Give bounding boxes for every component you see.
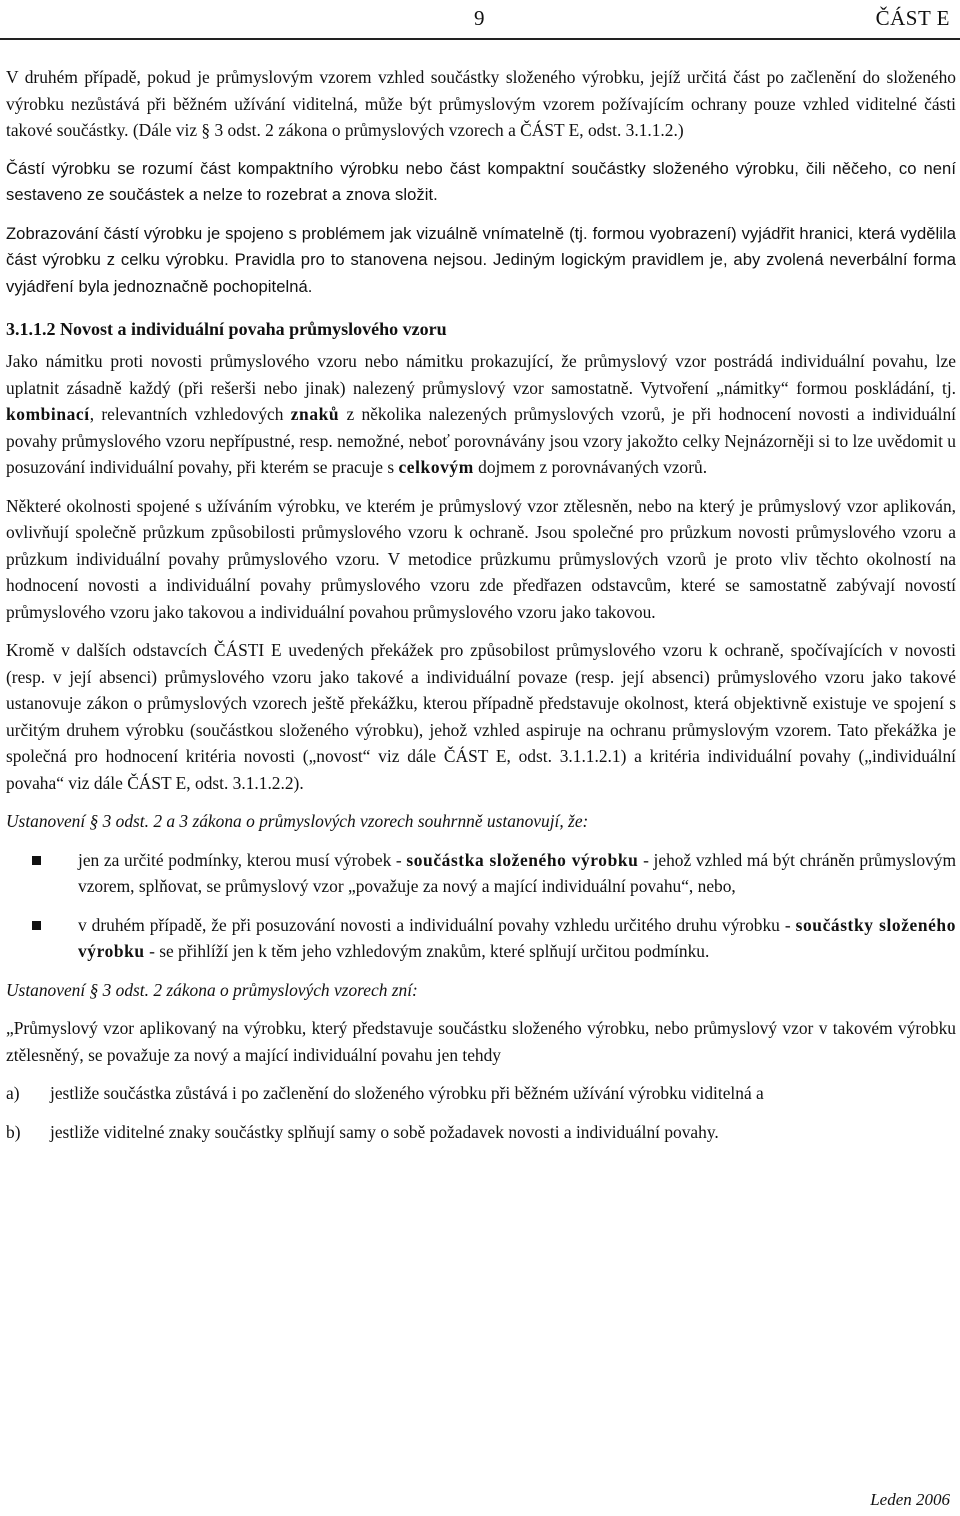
section-heading: 3.1.1.2 Novost a individuální povaha průmyslového vzoru [6, 319, 447, 339]
list-marker-a: a) [6, 1083, 20, 1103]
bullet-item-1-emphasis: součástka složeného výrobku [406, 849, 639, 870]
page-footer-date: Leden 2006 [870, 1490, 950, 1509]
bullet-item-1 [6, 847, 956, 900]
paragraph-3: Zobrazování částí výrobku je spojeno s problémem jak vizuálně vnímatelně (tj. formou vyobrazení) vyjádřit hranici, která vydělila část výrobku z celku výrobku. Pravidla pro to stanovena nejsou. Jediným logickým pravidlem je, aby zvolená neverbální forma vyjádření byla jednoznačně pochopitelná. [6, 223, 956, 296]
emphasis-znaku: znaků [290, 404, 340, 424]
lettered-item-b [6, 1119, 956, 1146]
paragraph-6: Kromě v dalších odstavcích ČÁSTI E uvedených překážek pro způsobilost průmyslového vzoru k ochraně, spočívajících v novosti (resp. v její absenci) průmyslového vzoru jako takové a individuální povaze (resp. její absenci) průmyslového vzoru jako takové ustanovuje zákon o průmyslových vzorech ještě překážku, kterou případně představuje okolnost, která objektivně existuje ve spojení s určitým druhem výrobku (součástkou složeného výrobku), jehož vzhled aspiruje na ochranu průmyslovým vzorem. Tato překážka je společná pro hodnocení kritéria novosti („novost“ viz dále ČÁST E, odst. 3.1.1.2.1) a kritéria individuální povahy („individuální povaha“ viz dále ČÁST E, odst. 3.1.1.2.2). [6, 640, 956, 793]
paragraph-4 [6, 348, 956, 481]
paragraph-8: Ustanovení § 3 odst. 2 zákona o průmyslových vzorech zní: [6, 979, 418, 1000]
lettered-item-a-text: jestliže součástka zůstává i po začlenění do složeného výrobku při běžném užívání výrobku viditelná a [50, 1083, 764, 1103]
bullet-item-1-text-b: - jehož vzhled má být chráněn průmyslovým vzorem, splňovat, se průmyslový vzor „považuje za nový a mající individuální povahu“, nebo, [78, 849, 957, 896]
part-label: ČÁST E [875, 6, 950, 30]
bullet-item-1-text-a: jen za určité podmínky, kterou musí výrobek - [78, 849, 407, 870]
paragraph-2: Částí výrobku se rozumí část kompaktního výrobku nebo část kompaktní součástky složeného výrobku, čili něčeho, co není sestaveno ze součástek a nelze to rozebrat a znova složit. [6, 158, 956, 204]
paragraph-4-text-a: Jako námitku proti novosti průmyslového vzoru nebo námitku prokazující, že průmyslový vzor postrádá individuální povahu, lze uplatnit zásadně každý (při rešerši nebo jinak) nalezený průmyslový vzor samostatně. Vytvoření „námitky“ formou poskládání, tj. [6, 351, 956, 398]
bullet-square-icon [32, 921, 41, 930]
paragraph-9: „Průmyslový vzor aplikovaný na výrobku, který představuje součástku složeného výrobku, nebo průmyslový vzor v takovém výrobku ztělesněný, se považuje za nový a mající individuální povahu jen tehdy [6, 1018, 956, 1065]
paragraph-5: Některé okolnosti spojené s užíváním výrobku, ve kterém je průmyslový vzor ztělesněn, nebo na který je průmyslový vzor aplikován, ovlivňují společně průzkum způsobilosti průmyslového vzoru k ochraně. Jsou společné pro průzkum novosti průmyslového vzoru a průzkum individuální povahy průmyslového vzoru. V metodice průzkumu průmyslových vzorů je proto vliv těchto okolností na hodnocení novosti a individuální povahy průmyslového vzoru zde předřazen odstavcům, které se samostatně zabývají novostí průmyslového vzoru jako takovou a individuální povahou průmyslového vzoru jako takovou. [6, 495, 956, 622]
list-marker-b: b) [6, 1121, 21, 1142]
paragraph-1: V druhém případě, pokud je průmyslovým vzorem vzhled součástky složeného výrobku, jejíž určitá část po začlenění do složeného výrobku nezůstává při běžném užívání viditelná, může být průmyslovým vzorem požívajícím ochrany pouze vzhled viditelné části takové součástky. (Dále viz § 3 odst. 2 zákona o průmyslových vzorech a ČÁST E, odst. 3.1.1.2.) [6, 67, 956, 140]
bullet-square-icon [32, 856, 41, 865]
bullet-item-2-text-b: - se přihlíží jen k těm jeho vzhledovým znakům, které splňují určitou podmínku. [144, 941, 710, 961]
bullet-list [6, 847, 956, 965]
page-header [0, 0, 960, 40]
lettered-item-a [6, 1080, 956, 1107]
paragraph-7: Ustanovení § 3 odst. 2 a 3 zákona o průmyslových vzorech souhrnně ustanovují, že: [6, 811, 589, 831]
bullet-item-2 [6, 912, 956, 965]
header-rule [0, 38, 960, 40]
bullet-item-2-emphasis: součástky složeného výrobku [78, 914, 956, 961]
paragraph-4-text-d: z několika nalezených průmyslových vzorů, je při hodnocení novosti a individuální povahy průmyslového vzoru nepřípustné, resp. nemožné, neboť porovnávány jsou vzory jakožto celky Nejnázorněji si to lze uvědomit u posuzování individuální povahy, při kterém se pracuje s [6, 404, 956, 477]
page-number: 9 [474, 6, 485, 30]
emphasis-kombinaci: kombinací [6, 404, 90, 424]
lettered-item-b-text: jestliže viditelné znaky součástky splňují samy o sobě požadavek novosti a individuální povahy. [50, 1121, 719, 1142]
document-body [6, 64, 956, 1157]
lettered-list [6, 1080, 956, 1145]
emphasis-celkovym: celkovým [398, 457, 474, 477]
paragraph-4-text-c: , relevantních vzhledových [89, 404, 291, 424]
bullet-item-2-text-a: v druhém případě, že při posuzování novosti a individuální povahy vzhledu určitého druhu výrobku - [78, 914, 796, 935]
paragraph-4-text-e: dojmem z porovnávaných vzorů. [473, 457, 708, 477]
